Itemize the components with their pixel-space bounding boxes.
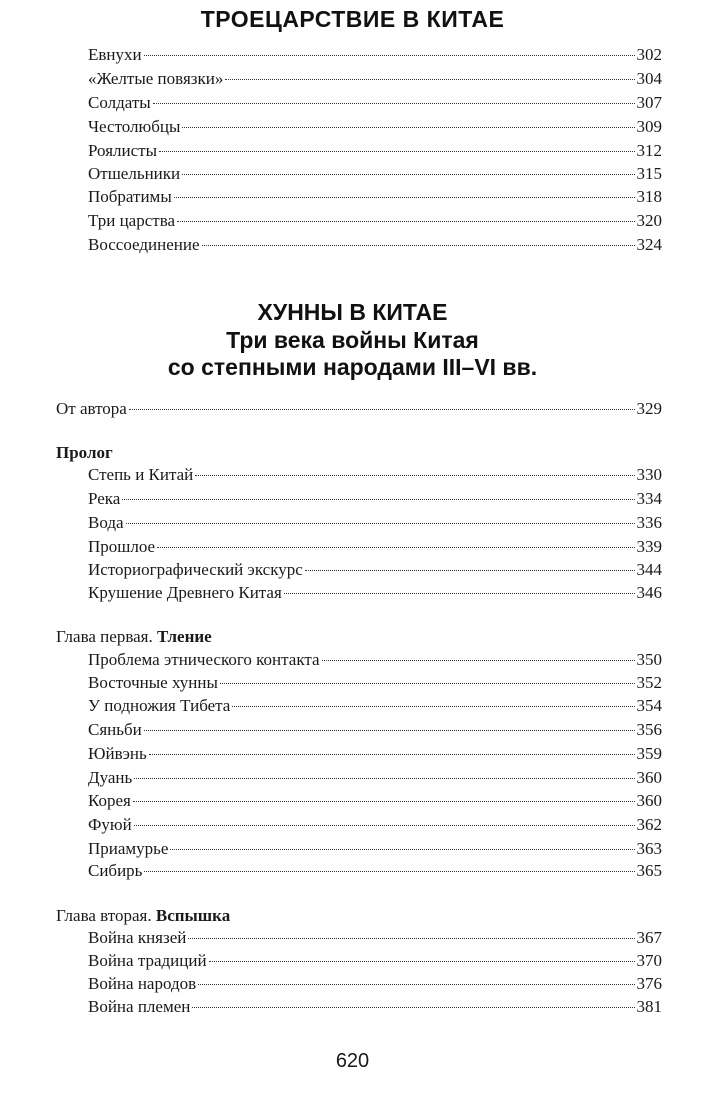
toc-page: 360 <box>636 791 662 810</box>
dot-leader <box>220 683 635 684</box>
dot-leader <box>182 127 634 128</box>
toc-page: 302 <box>636 45 662 64</box>
toc-entry[interactable] <box>88 488 662 510</box>
toc-page: 352 <box>636 673 662 692</box>
toc-entry[interactable] <box>88 559 662 581</box>
dot-leader <box>157 547 634 548</box>
toc-label: Война традиций <box>88 951 207 970</box>
toc-page: 329 <box>636 399 662 418</box>
toc-label: У подножия Тибета <box>88 696 231 715</box>
toc-page: 360 <box>636 768 662 787</box>
toc-label: Дуань <box>88 768 133 787</box>
toc-label: Война народов <box>88 974 197 993</box>
section-subtitle: Три века войны Китая <box>226 327 479 353</box>
toc-entry[interactable] <box>88 838 662 860</box>
toc-page: 304 <box>636 69 662 88</box>
dot-leader <box>174 197 635 198</box>
dot-leader <box>225 79 634 80</box>
dot-leader <box>126 523 635 524</box>
dot-leader <box>134 778 634 779</box>
dot-leader <box>133 801 635 802</box>
toc-page: 362 <box>636 815 662 834</box>
toc-page: 365 <box>636 861 662 880</box>
toc-label: Фуюй <box>88 815 132 834</box>
dot-leader <box>182 174 634 175</box>
toc-label: «Желтые повязки» <box>88 69 224 88</box>
dot-leader <box>177 221 634 222</box>
toc-entry[interactable] <box>88 649 662 671</box>
dot-leader <box>209 961 635 962</box>
toc-entry[interactable] <box>88 973 662 995</box>
toc-entry[interactable] <box>88 743 662 765</box>
toc-entry[interactable] <box>88 234 662 256</box>
dot-leader <box>305 570 635 571</box>
toc-page: 354 <box>636 696 662 715</box>
toc-page: 359 <box>636 744 662 763</box>
toc-label: Война князей <box>88 928 187 947</box>
toc-page: 346 <box>636 583 662 602</box>
toc-page: 334 <box>636 489 662 508</box>
toc-entry[interactable] <box>88 536 662 558</box>
toc-label: Проблема этнического контакта <box>88 650 320 669</box>
toc-label: Историографический экскурс <box>88 560 303 579</box>
toc-entry[interactable] <box>88 163 662 185</box>
toc-label: Крушение Древнего Китая <box>88 583 282 602</box>
dot-leader <box>188 938 634 939</box>
toc-entry[interactable] <box>88 140 662 162</box>
toc-entry[interactable] <box>88 464 662 486</box>
toc-entry[interactable] <box>88 695 662 717</box>
toc-label: Побратимы <box>88 187 172 206</box>
toc-page: 312 <box>636 141 662 160</box>
toc-page: 363 <box>636 839 662 858</box>
dot-leader <box>153 103 635 104</box>
toc-entry[interactable] <box>88 672 662 694</box>
toc-page: 324 <box>636 235 662 254</box>
toc-entry[interactable] <box>88 512 662 534</box>
dot-leader <box>144 55 635 56</box>
section-subtitle-2: со степными народами III–VI вв. <box>167 354 538 380</box>
toc-entry[interactable] <box>88 950 662 972</box>
section-title: ХУННЫ В КИТАЕ <box>257 299 448 325</box>
toc-entry[interactable] <box>88 186 662 208</box>
dot-leader <box>192 1007 634 1008</box>
toc-label: От автора <box>56 399 127 418</box>
toc-label: Честолюбцы <box>88 117 181 136</box>
dot-leader <box>159 151 634 152</box>
toc-entry[interactable] <box>88 92 662 114</box>
toc-label: Приамурье <box>88 839 169 858</box>
toc-entry[interactable] <box>88 116 662 138</box>
toc-label: Роялисты <box>88 141 158 160</box>
toc-label: Сяньби <box>88 720 142 739</box>
toc-entry[interactable] <box>88 996 662 1018</box>
dot-leader <box>284 593 635 594</box>
toc-label: Три царства <box>88 211 176 230</box>
toc-page: 381 <box>636 997 662 1016</box>
dot-leader <box>322 660 635 661</box>
page-number: 620 <box>335 1050 370 1072</box>
toc-page: 320 <box>636 211 662 230</box>
toc-page: 344 <box>636 560 662 579</box>
dot-leader <box>149 754 635 755</box>
toc-label: Прошлое <box>88 537 156 556</box>
dot-leader <box>134 825 635 826</box>
toc-entry[interactable] <box>88 582 662 604</box>
toc-label: Корея <box>88 791 131 810</box>
toc-page: 309 <box>636 117 662 136</box>
toc-page: 350 <box>636 650 662 669</box>
toc-label: Вода <box>88 513 124 532</box>
toc-page: 356 <box>636 720 662 739</box>
chapter-heading: Глава вторая. Вспышка <box>56 906 231 925</box>
toc-page: 307 <box>636 93 662 112</box>
toc-label: Восточные хунны <box>88 673 218 692</box>
toc-label: Евнухи <box>88 45 142 64</box>
toc-page: 315 <box>636 164 662 183</box>
dot-leader <box>129 409 635 410</box>
dot-leader <box>144 730 635 731</box>
dot-leader <box>195 475 634 476</box>
toc-entry[interactable] <box>88 210 662 232</box>
dot-leader <box>198 984 634 985</box>
toc-label: Отшельники <box>88 164 181 183</box>
toc-entry[interactable] <box>88 719 662 741</box>
toc-entry[interactable] <box>56 398 662 420</box>
toc-page: 336 <box>636 513 662 532</box>
toc-label: Война племен <box>88 997 191 1016</box>
toc-label: Юйвэнь <box>88 744 147 763</box>
dot-leader <box>122 499 634 500</box>
toc-label: Солдаты <box>88 93 151 112</box>
toc-entry[interactable] <box>88 790 662 812</box>
toc-page: 330 <box>636 465 662 484</box>
toc-entry[interactable] <box>88 860 662 882</box>
toc-entry[interactable] <box>88 927 662 949</box>
toc-label: Сибирь <box>88 861 143 880</box>
toc-label: Воссоединение <box>88 235 200 254</box>
page-title: ТРОЕЦАРСТВИЕ В КИТАЕ <box>200 6 505 32</box>
toc-page: 376 <box>636 974 662 993</box>
toc-label: Река <box>88 489 121 508</box>
toc-page: 370 <box>636 951 662 970</box>
toc-page: 318 <box>636 187 662 206</box>
dot-leader <box>144 871 634 872</box>
chapter-heading: Глава первая. Тление <box>56 627 212 646</box>
dot-leader <box>202 245 635 246</box>
toc-entry[interactable] <box>88 44 662 66</box>
toc-page: 367 <box>636 928 662 947</box>
toc-label: Степь и Китай <box>88 465 194 484</box>
toc-page: 339 <box>636 537 662 556</box>
toc-entry[interactable] <box>88 767 662 789</box>
toc-entry[interactable] <box>88 68 662 90</box>
prologue-label: Пролог <box>56 443 113 462</box>
dot-leader <box>170 849 634 850</box>
toc-entry[interactable] <box>88 814 662 836</box>
dot-leader <box>232 706 634 707</box>
